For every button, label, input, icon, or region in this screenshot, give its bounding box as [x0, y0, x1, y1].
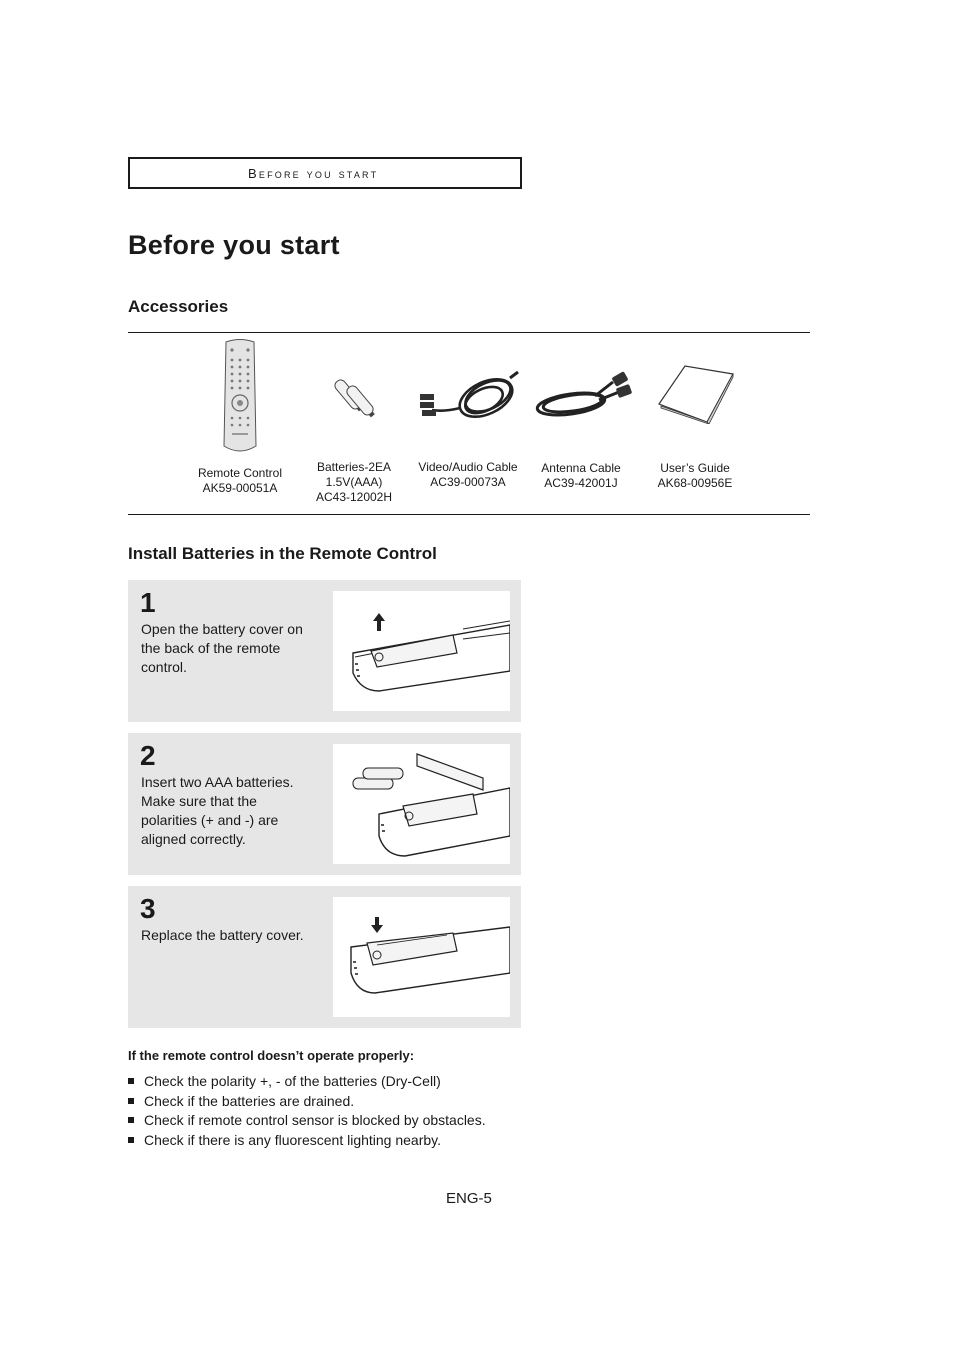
accessory-remote-control: Remote Control AK59-00051A: [190, 338, 290, 496]
replace-battery-cover-icon: [333, 897, 510, 1017]
antenna-cable-icon: [529, 370, 633, 422]
troubleshooting-list: [128, 1072, 486, 1150]
open-battery-cover-icon: [333, 591, 510, 711]
step-number: 2: [140, 740, 156, 771]
step-1-illustration: [333, 591, 510, 711]
bullet-square-icon: [128, 1098, 134, 1104]
av-cable-icon: [414, 368, 524, 424]
step-text: Replace the battery cover.: [141, 927, 304, 943]
troubleshooting-heading: If the remote control doesn’t operate properly:: [128, 1048, 415, 1063]
bullet-square-icon: [128, 1078, 134, 1084]
list-item: Check if the batteries are drained.: [128, 1092, 486, 1112]
accessories-heading: Accessories: [128, 297, 229, 316]
bullet-square-icon: [128, 1137, 134, 1143]
accessory-antenna-cable: Antenna Cable AC39-42001J: [526, 370, 636, 491]
accessories-top-rule: [128, 332, 810, 333]
list-item: Check if remote control sensor is blocked by obstacles.: [128, 1111, 486, 1131]
remote-control-icon: [220, 338, 260, 456]
install-heading: Install Batteries in the Remote Control: [128, 544, 437, 563]
page-number: ENG-5: [446, 1190, 492, 1207]
arrow-up-icon: [373, 613, 385, 631]
step-number: 3: [140, 893, 156, 924]
users-guide-icon: [655, 364, 735, 424]
step-1: [128, 580, 521, 722]
step-2: [128, 733, 521, 875]
step-text: Insert two AAA batteries. Make sure that the polarities (+ and -) are aligned correctly.: [141, 774, 294, 847]
accessory-users-guide: User’s Guide AK68-00956E: [645, 364, 745, 491]
insert-batteries-icon: [333, 744, 510, 864]
accessory-batteries: Batteries-2EA 1.5V(AAA) AC43-12002H: [304, 366, 404, 505]
step-3-illustration: [333, 897, 510, 1017]
step-2-illustration: [333, 744, 510, 864]
page-title: Before you start: [128, 230, 340, 260]
batteries-icon: [329, 366, 379, 426]
section-tab: Before you start: [128, 157, 522, 189]
accessories-bottom-rule: [128, 514, 810, 515]
list-item: Check if there is any fluorescent lighting nearby.: [128, 1131, 486, 1151]
step-number: 1: [140, 587, 156, 618]
list-item: Check the polarity +, - of the batteries (Dry-Cell): [128, 1072, 486, 1092]
step-3: [128, 886, 521, 1028]
accessory-av-cable: Video/Audio Cable AC39-00073A: [414, 368, 522, 490]
step-text: Open the battery cover on the back of the remote control.: [141, 621, 303, 675]
bullet-square-icon: [128, 1117, 134, 1123]
arrow-down-icon: [371, 917, 383, 933]
